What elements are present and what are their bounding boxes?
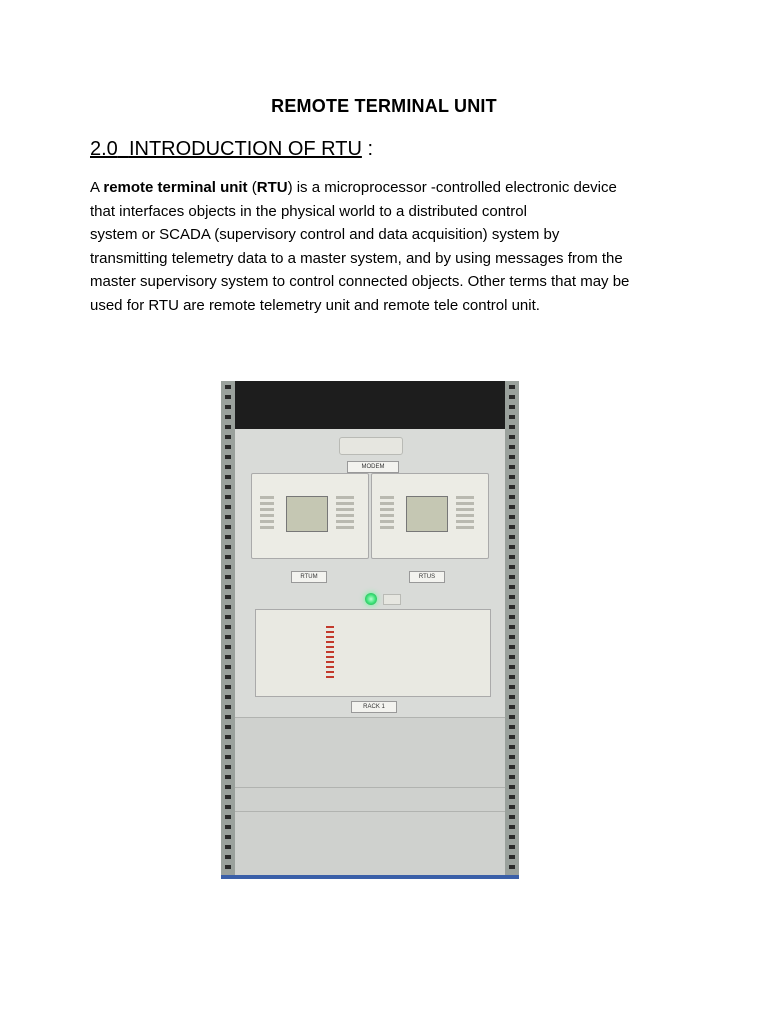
photo-bottom-border (221, 875, 519, 879)
rtum-label: RTUM (291, 571, 327, 583)
intro-paragraph (90, 176, 690, 317)
modem-label: MODEM (347, 461, 399, 473)
paragraph-line-1: A remote terminal unit (RTU) is a microprocessor -controlled electronic device (90, 179, 617, 196)
blank-panel-3 (235, 811, 505, 876)
rack-label: RACK 1 (351, 701, 397, 713)
rtus-label: RTUS (409, 571, 445, 583)
left-rack-rail (221, 381, 235, 875)
rtu-rack-module (255, 609, 491, 697)
power-indicator-icon (365, 593, 377, 605)
section-heading-text: 2.0 INTRODUCTION OF RTU (90, 138, 362, 160)
rtus-relay (371, 473, 489, 559)
rtum-relay (251, 473, 369, 559)
paragraph-line-6: used for RTU are remote telemetry unit and remote tele control unit. (90, 296, 540, 314)
section-heading (90, 138, 373, 161)
paragraph-line-5: master supervisory system to control connected objects. Other terms that may be (90, 273, 630, 290)
paragraph-line-3: system or SCADA (supervisory control and data acquisition) system by (90, 226, 560, 243)
document-title: REMOTE TERMINAL UNIT (271, 96, 497, 116)
modem-unit (339, 437, 403, 455)
indicator-plate (383, 594, 401, 605)
blank-panel-2 (235, 787, 505, 812)
paragraph-line-4: transmitting telemetry data to a master system, and by using messages from the (90, 249, 623, 267)
rtu-cabinet-photo (221, 381, 519, 879)
cabinet-top (235, 381, 505, 429)
blank-panel-1 (235, 717, 505, 788)
paragraph-line-2: that interfaces objects in the physical world to a distributed control (90, 202, 527, 220)
section-heading-suffix: : (361, 138, 374, 160)
right-rack-rail (505, 381, 519, 875)
